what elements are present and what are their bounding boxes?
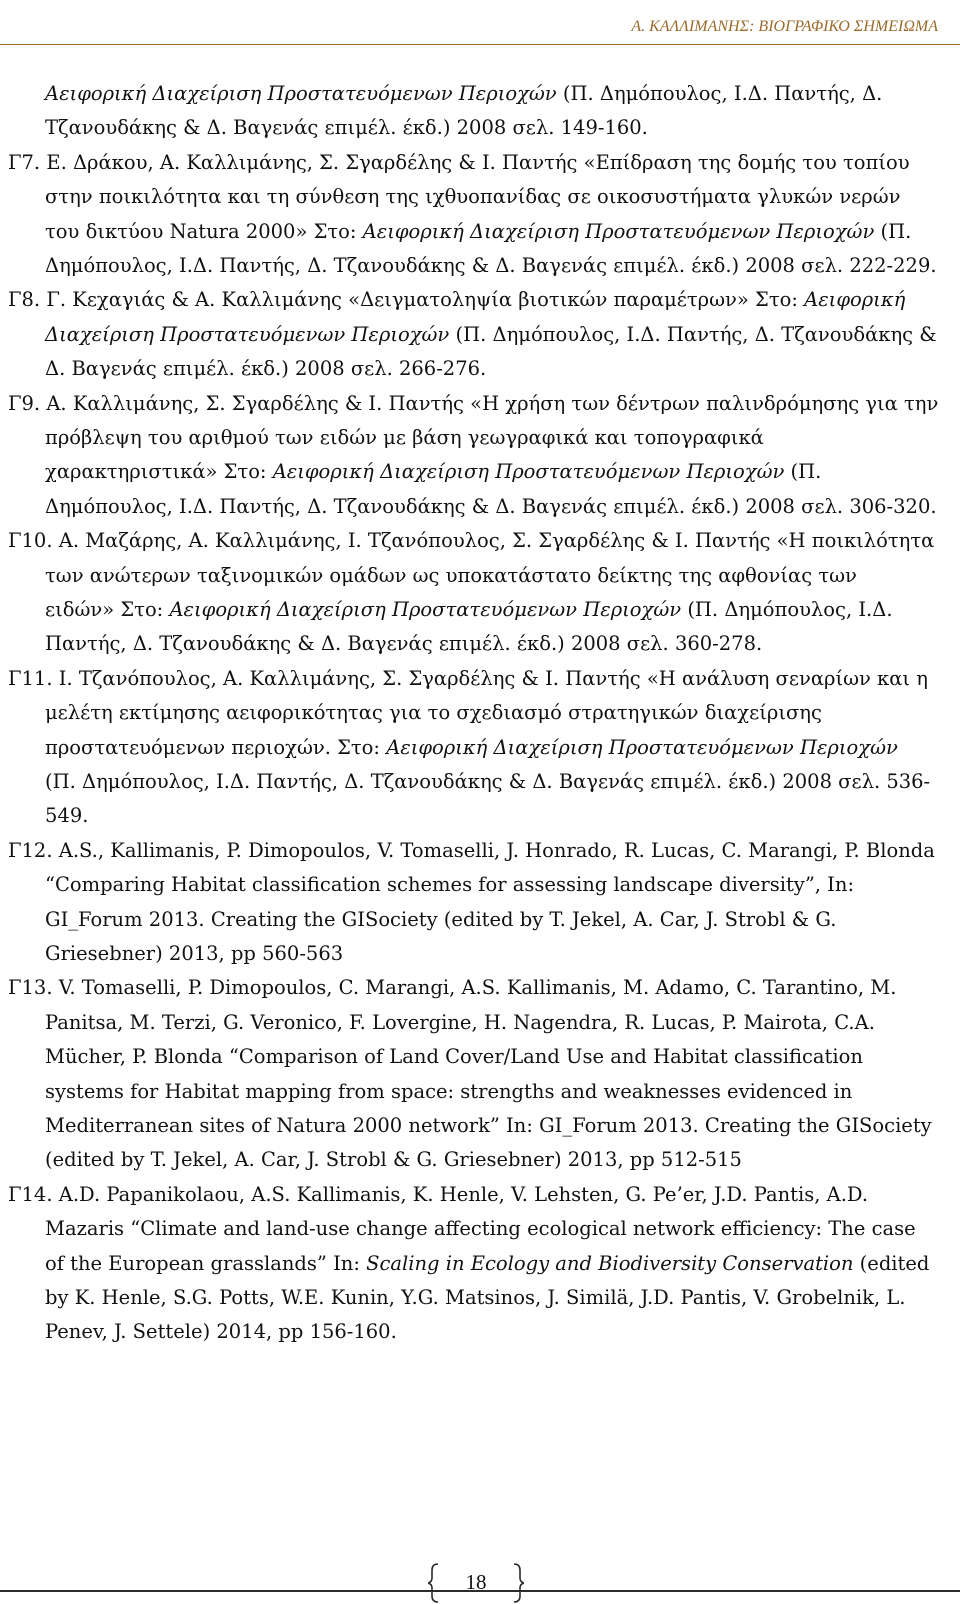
text-segment: Mücher, P. Blonda “Comparison of Land Cover/Land Use and Habitat classification — [45, 1045, 863, 1069]
text-segment: Γ13. V. Tomaselli, P. Dimopoulos, C. Marangi, A.S. Kallimanis, M. Adamo, C. Tarantino, M. — [8, 976, 897, 1000]
text-line — [45, 1039, 863, 1075]
italic-title: Αειφορική Διαχείριση Προστατευόμενων Περιοχών — [169, 598, 682, 621]
text-line — [45, 214, 911, 250]
text-line — [45, 626, 762, 662]
text-segment: Γ9. Α. Καλλιμάνης, Σ. Σγαρδέλης & Ι. Παντής «Η χρήση των δέντρων παλινδρόμησης για την — [8, 391, 939, 415]
text-line — [45, 1211, 916, 1247]
text-segment: Γ8. Γ. Κεχαγιάς & Α. Καλλιμάνης «Δειγματοληψία βιοτικών παραμέτρων» Στο: — [8, 288, 805, 312]
text-line — [45, 592, 893, 628]
italic-title: Αειφορική Διαχείριση Προστατευόμενων Περιοχών — [386, 735, 898, 759]
text-line — [45, 1246, 929, 1282]
text-segment: πρόβλεψη του αριθμού των ειδών με βάση γεωγραφικά και τοπογραφικά — [45, 426, 764, 449]
text-segment: Mazaris “Climate and land-use change affecting ecological network efficiency: The case — [45, 1217, 916, 1241]
text-segment: 549. — [45, 804, 89, 828]
text-segment: Penev, J. Settele) 2014, pp 156-160. — [45, 1320, 397, 1344]
text-segment: (Π. Δημόπουλος, Ι.Δ. Παντής, Δ. — [556, 82, 883, 105]
text-segment: του δικτύου Natura 2000» Στο: — [45, 219, 363, 243]
text-segment: “Comparing Habitat classification schemes for assessing landscape diversity”, In: — [45, 873, 855, 897]
text-segment: Τζανουδάκης & Δ. Βαγενάς επιμέλ. έκδ.) 2008 σελ. 149-160. — [45, 116, 648, 140]
text-segment: των ανώτερων ταξινομικών ομάδων ως υποκατάστατο δείκτης της αφθονίας των — [45, 563, 857, 587]
text-segment: (edited by T. Jekel, A. Car, J. Strobl & G. Griesebner) 2013, pp 512-515 — [45, 1148, 742, 1172]
text-segment: Γ10. Α. Μαζάρης, Α. Καλλιμάνης, Ι. Τζανόπουλος, Σ. Σγαρδέλης & Ι. Παντής «Η ποικιλότητα — [8, 529, 935, 553]
text-line — [45, 76, 882, 112]
text-segment: (Π. — [784, 460, 822, 484]
italic-title: Αειφορική Διαχείριση Προστατευόμενων Περιοχών — [272, 460, 785, 484]
text-line — [45, 248, 937, 284]
text-segment: Δ. Βαγενάς επιμέλ. έκδ.) 2008 σελ. 266-276. — [45, 357, 487, 381]
italic-title: Αειφορική — [804, 288, 906, 312]
text-line — [8, 833, 935, 869]
text-segment: χαρακτηριστικά» Στο: — [45, 460, 273, 484]
running-header: Α. ΚΑΛΛΙΜΑΝΗΣ: ΒΙΟΓΡΑΦΙΚΟ ΣΗΜΕΙΩΜΑ — [631, 18, 938, 35]
text-line — [45, 764, 930, 800]
text-line — [8, 523, 934, 559]
text-segment: Γ12. A.S., Kallimanis, P. Dimopoulos, V. Tomaselli, J. Honrado, R. Lucas, C. Marangi, P. Blonda — [8, 838, 935, 862]
text-line — [45, 1108, 932, 1144]
text-segment: (Π. Δημόπουλος, Ι.Δ. — [681, 598, 893, 621]
text-line — [45, 936, 343, 972]
text-line — [45, 902, 836, 938]
text-segment: Γ11. Ι. Τζανόπουλος, Α. Καλλιμάνης, Σ. Σγαρδέλης & Ι. Παντής «Η ανάλυση σεναρίων και η — [8, 666, 928, 690]
text-segment: στην ποικιλότητα και τη σύνθεση της ιχθυοπανίδας σε οικοσυστήματα γλυκών νερών — [45, 185, 901, 209]
text-line — [8, 386, 938, 422]
text-line — [45, 730, 898, 766]
text-line — [45, 558, 857, 594]
text-segment: Γ14. A.D. Papanikolaou, A.S. Kallimanis, K. Henle, V. Lehsten, G. Pe’er, J.D. Pantis, A.D. — [8, 1182, 869, 1206]
text-line — [45, 110, 648, 146]
text-segment: by K. Henle, S.G. Potts, W.E. Kunin, Y.G. Matsinos, J. Similä, J.D. Pantis, V. Grobelnik, L. — [45, 1286, 906, 1309]
text-segment: systems for Habitat mapping from space: strengths and weaknesses evidenced in — [45, 1079, 853, 1103]
text-line — [45, 1314, 397, 1350]
text-segment: (edited — [853, 1251, 930, 1275]
text-line — [45, 489, 937, 525]
text-line — [45, 1005, 875, 1041]
text-segment: of the European grasslands” In: — [45, 1251, 367, 1275]
text-segment: (Π. Δημόπουλος, Ι.Δ. Παντής, Δ. Τζανουδάκης & — [449, 322, 937, 346]
text-line — [8, 282, 905, 318]
text-segment: Panitsa, M. Terzi, G. Veronico, F. Lovergine, H. Nagendra, R. Lucas, P. Mairota, C.A. — [45, 1010, 875, 1034]
text-line — [45, 867, 854, 903]
text-line — [45, 454, 821, 490]
text-line — [8, 661, 928, 697]
italic-title: Αειφορική Διαχείριση Προστατευόμενων Περιοχών — [45, 82, 557, 105]
text-segment: προστατευόμενων περιοχών. Στο: — [45, 735, 387, 759]
italic-title: Scaling in Ecology and Biodiversity Conservation — [366, 1251, 854, 1275]
text-line — [45, 798, 88, 834]
page-number: 18 — [465, 1570, 487, 1594]
text-segment: Δημόπουλος, Ι.Δ. Παντής, Δ. Τζανουδάκης & Δ. Βαγενάς επιμέλ. έκδ.) 2008 σελ. 306-320. — [45, 494, 937, 518]
text-line — [45, 695, 822, 731]
text-line — [45, 1074, 852, 1110]
italic-title: Διαχείριση Προστατευόμενων Περιοχών — [45, 322, 450, 346]
text-segment: μελέτη εκτίμησης αειφορικότητας για το σχεδιασμό στρατηγικών διαχείρισης — [45, 701, 822, 725]
text-segment: GI_Forum 2013. Creating the GISociety (edited by T. Jekel, A. Car, J. Strobl & G. — [45, 907, 837, 931]
text-segment: (Π. Δημόπουλος, Ι.Δ. Παντής, Δ. Τζανουδάκης & Δ. Βαγενάς επιμέλ. έκδ.) 2008 σελ. 536- — [45, 770, 931, 793]
text-segment: Δημόπουλος, Ι.Δ. Παντής, Δ. Τζανουδάκης & Δ. Βαγενάς επιμέλ. έκδ.) 2008 σελ. 222-229. — [45, 254, 937, 277]
text-segment: ειδών» Στο: — [45, 598, 170, 621]
text-segment: Γ7. Ε. Δράκου, Α. Καλλιμάνης, Σ. Σγαρδέλης & Ι. Παντής «Επίδραση της δομής του τοπίου — [8, 150, 910, 174]
header-rule — [0, 44, 960, 45]
text-line — [45, 1280, 906, 1316]
text-segment: Griesebner) 2013, pp 560-563 — [45, 942, 344, 965]
text-line — [45, 351, 486, 387]
text-line — [8, 970, 896, 1006]
text-line — [45, 1142, 742, 1178]
text-segment: (Π. — [874, 219, 912, 243]
text-line — [45, 179, 900, 215]
text-line — [45, 317, 937, 353]
text-segment: Mediterranean sites of Natura 2000 network” In: GI_Forum 2013. Creating the GISociety — [45, 1114, 932, 1137]
text-segment: Παντής, Δ. Τζανουδάκης & Δ. Βαγενάς επιμέλ. έκδ.) 2008 σελ. 360-278. — [45, 632, 763, 656]
italic-title: Αειφορική Διαχείριση Προστατευόμενων Περιοχών — [362, 219, 875, 243]
text-line — [8, 1177, 868, 1213]
text-line — [8, 145, 910, 181]
text-line — [45, 420, 764, 456]
